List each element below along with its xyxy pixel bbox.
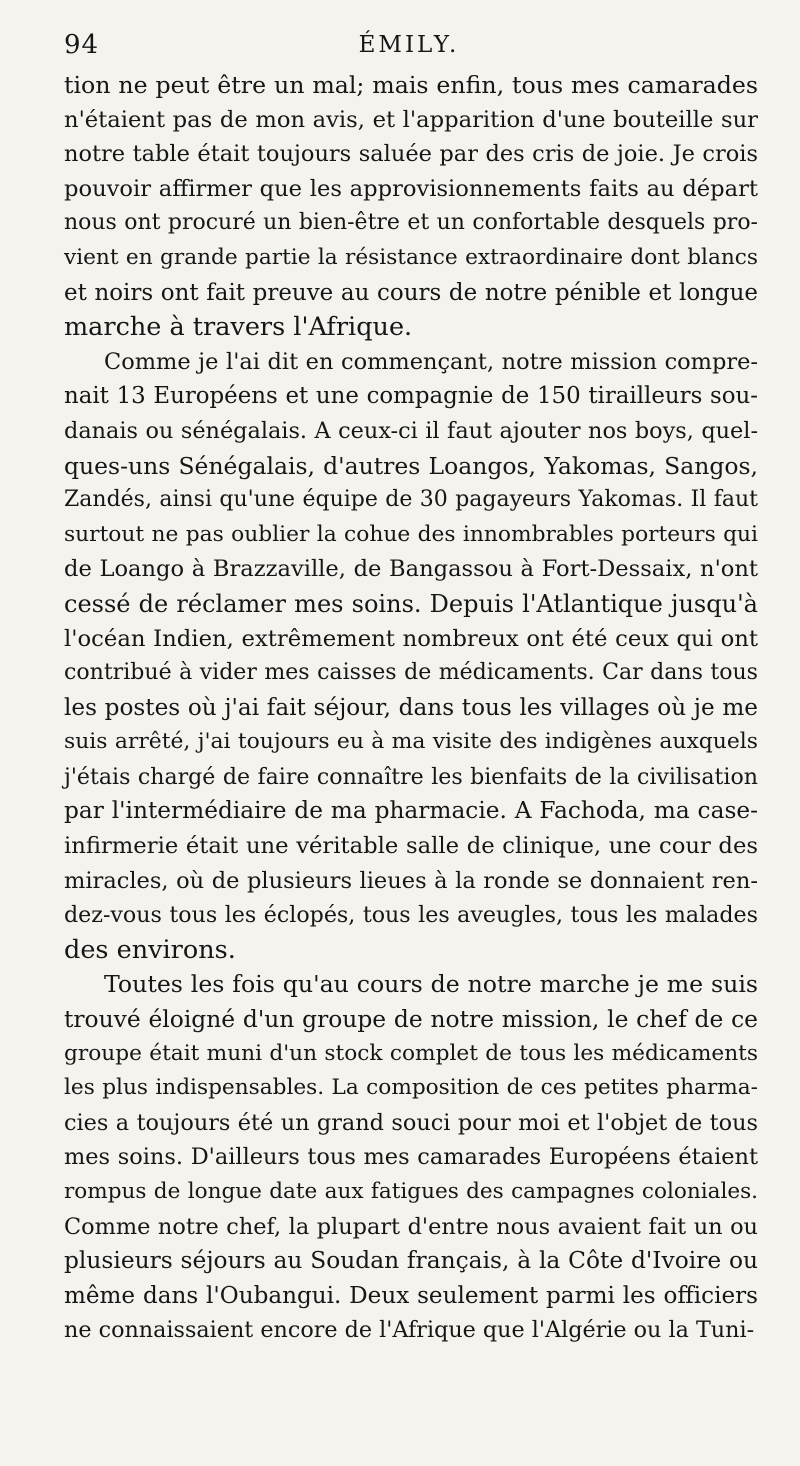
text-line: Comme je l'ai dit en commençant, notre mission compre- — [104, 348, 758, 375]
text-line: Toutes les fois qu'au cours de notre marche je me suis — [104, 970, 758, 999]
text-line: les postes où j'ai fait séjour, dans tous les villages où je me — [64, 694, 758, 721]
text-line: pouvoir affirmer que les approvisionnements faits au départ — [64, 175, 758, 202]
text-line: suis arrêté, j'ai toujours eu à ma visite des indigènes auxquels — [64, 729, 758, 755]
text-line: par l'intermédiaire de ma pharmacie. A Fachoda, ma case- — [64, 797, 758, 825]
text-line: miracles, où de plusieurs lieues à la ronde se donnaient ren- — [64, 867, 758, 894]
text-line: trouvé éloigné d'un groupe de notre mission, le chef de ce — [64, 1005, 758, 1034]
body-text — [64, 68, 758, 1348]
text-line: des environs. — [64, 934, 236, 965]
text-line: surtout ne pas oublier la cohue des innombrables porteurs qui — [64, 521, 758, 547]
paragraph — [64, 68, 758, 345]
text-line: Zandés, ainsi qu'une équipe de 30 pagayeurs Yakomas. Il faut — [64, 487, 758, 513]
text-line: et noirs ont fait preuve au cours de notre pénible et longue — [64, 279, 758, 306]
text-line: notre table était toujours saluée par des cris de joie. Je crois — [64, 141, 758, 168]
text-line: rompus de longue date aux fatigues des campagnes coloniales. — [64, 1179, 758, 1204]
paragraph — [64, 345, 758, 968]
text-line: groupe était muni d'un stock complet de tous les médicaments — [64, 1040, 758, 1066]
paragraph — [64, 967, 758, 1348]
text-line: l'océan Indien, extrêmement nombreux ont été ceux qui ont — [64, 625, 758, 652]
running-head: ÉMILY. — [358, 32, 460, 58]
text-line: ques-uns Sénégalais, d'autres Loangos, Yakomas, Sangos, — [64, 451, 758, 480]
text-line: n'étaient pas de mon avis, et l'apparition d'une bouteille sur — [64, 106, 758, 133]
text-line: contribué à vider mes caisses de médicaments. Car dans tous — [64, 660, 758, 686]
text-line: dez-vous tous les éclopés, tous les aveugles, tous les malades — [64, 902, 758, 929]
page-header — [64, 26, 754, 62]
text-line: infirmerie était une véritable salle de clinique, une cour des — [64, 833, 758, 860]
text-line: mes soins. D'ailleurs tous mes camarades Européens étaient — [64, 1144, 758, 1171]
text-line: danais ou sénégalais. A ceux-ci il faut ajouter nos boys, quel- — [64, 417, 758, 444]
text-line: cessé de réclamer mes soins. Depuis l'Atlantique jusqu'à — [64, 589, 758, 618]
text-line: même dans l'Oubangui. Deux seulement parmi les officiers — [64, 1282, 758, 1309]
text-line: tion ne peut être un mal; mais enfin, tous mes camarades — [64, 71, 758, 99]
text-line: les plus indispensables. La composition de ces petites pharma- — [64, 1075, 758, 1101]
text-line: de Loango à Brazzaville, de Bangassou à Fort-Dessaix, n'ont — [64, 556, 758, 583]
text-line: plusieurs séjours au Soudan français, à la Côte d'Ivoire ou — [64, 1247, 758, 1275]
text-line: j'étais chargé de faire connaître les bienfaits de la civilisation — [64, 763, 758, 790]
text-line: nous ont procuré un bien-être et un confortable desquels pro- — [64, 210, 758, 236]
text-line: cies a toujours été un grand souci pour moi et l'objet de tous — [64, 1109, 758, 1136]
text-line: Comme notre chef, la plupart d'entre nous avaient fait un ou — [64, 1213, 758, 1240]
text-line: marche à travers l'Afrique. — [64, 312, 413, 343]
text-line: vient en grande partie la résistance extraordinaire dont blancs — [64, 244, 758, 270]
text-line: ne connaissaient encore de l'Afrique que l'Algérie ou la Tuni- — [64, 1317, 755, 1344]
text-line: nait 13 Européens et une compagnie de 150 tirailleurs sou- — [64, 383, 758, 410]
page-number: 94 — [64, 30, 100, 60]
